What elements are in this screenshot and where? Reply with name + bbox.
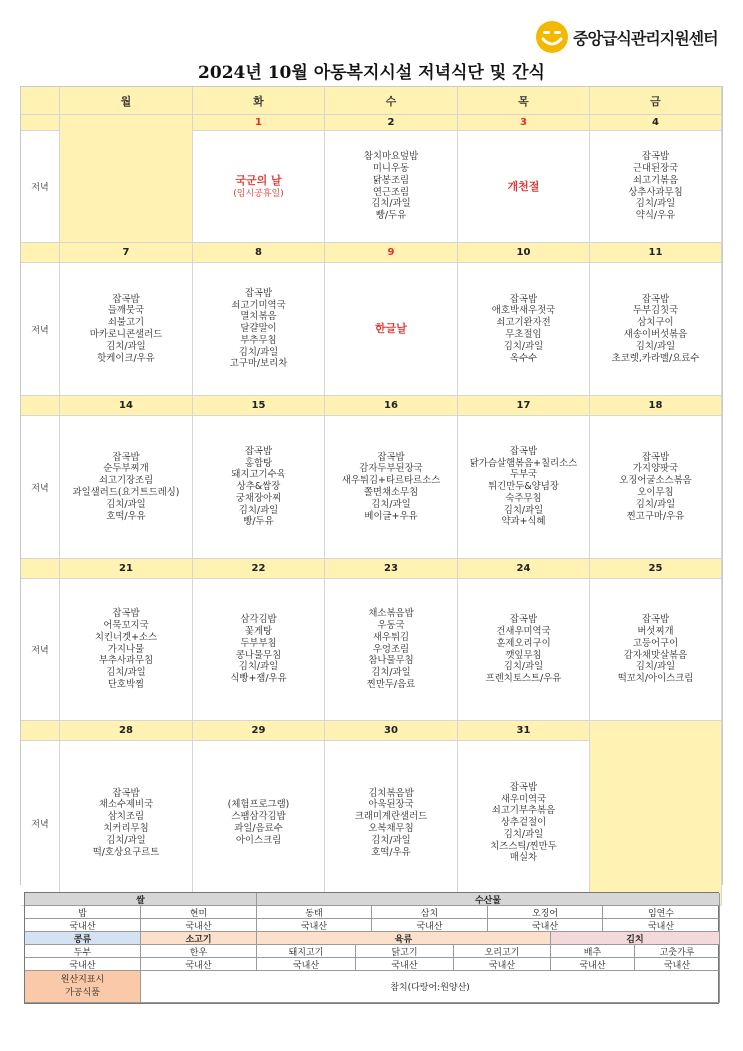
menu-item: 들깨뭇국 (107, 305, 145, 317)
menu-item: 치킨너겟+소스 (94, 631, 158, 643)
menu-cell (458, 741, 590, 906)
menu-item: 오이무침 (637, 487, 674, 498)
menu-item: 채소볶음밥 (368, 608, 414, 620)
menu-item: 아욱된장국 (368, 799, 414, 811)
date-number: 15 (193, 396, 325, 416)
menu-cell (325, 416, 458, 559)
menu-item: 김치/과일 (238, 346, 279, 358)
menu-cell (193, 741, 325, 906)
menu-cell (325, 131, 458, 243)
menu-item: 김치/과일 (106, 834, 146, 846)
menu-cell (590, 579, 722, 721)
menu-item: 어묵꼬지국 (103, 620, 149, 631)
label-date-spacer (21, 115, 60, 131)
menu-item: 오복채무침 (368, 823, 414, 834)
origin-item: 돼지고기 (257, 945, 356, 958)
label-date-spacer (21, 721, 60, 741)
processed-food-value: 참치(다랑어:원양산) (141, 971, 720, 1003)
origin-item: 고춧가루 (635, 945, 720, 958)
origin-item: 임연수 (603, 906, 720, 919)
holiday-name: 개천절 (507, 179, 540, 193)
day-header: 금 (590, 87, 722, 115)
menu-item: 고구마/보리차 (229, 358, 288, 370)
menu-item: 찐만두/음료 (366, 678, 416, 690)
menu-item: 새송이버섯볶음 (623, 329, 688, 340)
menu-item: 순두부찌개 (103, 463, 149, 475)
menu-item: 호떡/우유 (371, 846, 411, 858)
origin-item: 배추 (551, 945, 635, 958)
menu-item: 김치/과일 (106, 498, 146, 510)
menu-item: 호떡/우유 (106, 510, 146, 522)
date-number: 17 (458, 396, 590, 416)
menu-item: 김치/과일 (635, 661, 676, 673)
menu-item: 꽃게탕 (244, 625, 273, 637)
day-header: 목 (458, 87, 590, 115)
menu-item: 김치/과일 (238, 661, 279, 673)
menu-item: 오징어굴소스볶음 (619, 475, 692, 487)
menu-item: 김치/과일 (106, 667, 146, 679)
processed-food-label (25, 971, 141, 1003)
date-number: 29 (193, 721, 325, 741)
label-date-spacer (21, 559, 60, 579)
processed-label-line2: 가공식품 (65, 987, 100, 998)
origin-value: 국내산 (141, 958, 257, 971)
menu-item: 김치/과일 (371, 498, 411, 510)
menu-item: 쇠불고기 (107, 317, 145, 329)
menu-item: 스팸삼각김밥 (231, 811, 286, 823)
menu-item: 김치/과일 (503, 340, 544, 352)
menu-item: 삼각김밥 (240, 614, 277, 626)
menu-item: 잡곡밥 (641, 151, 670, 163)
meal-label: 저녁 (21, 416, 60, 559)
date-number: 2 (325, 115, 458, 131)
holiday-cell (193, 131, 325, 243)
menu-item: 쇠고기완자전 (496, 317, 551, 329)
menu-item: 닭봉조림 (372, 174, 410, 186)
menu-item: 빵/두유 (375, 210, 407, 222)
menu-cell (458, 416, 590, 559)
date-number: 4 (590, 115, 722, 131)
menu-item: 홍합탕 (244, 457, 273, 469)
menu-item: 우엉조림 (372, 643, 410, 655)
menu-item: 애호박새우젓국 (491, 305, 556, 317)
origin-table (24, 892, 719, 1004)
menu-item: 김치/과일 (503, 828, 544, 840)
empty-day-block (590, 721, 722, 906)
menu-item: 상추&쌈장 (236, 481, 281, 493)
holiday-cell (325, 263, 458, 396)
date-number: 11 (590, 243, 722, 263)
date-number: 10 (458, 243, 590, 263)
menu-item: 김치/과일 (371, 834, 411, 846)
menu-item: 잡곡밥 (112, 787, 140, 799)
menu-item: 참나물무침 (368, 655, 414, 667)
menu-item: 새우튀김+타르타르소스 (341, 475, 441, 487)
menu-cell (458, 263, 590, 396)
date-number: 1 (193, 115, 325, 131)
menu-item: 잡곡밥 (244, 445, 273, 457)
date-number: 21 (60, 559, 193, 579)
date-number: 8 (193, 243, 325, 263)
menu-cell (60, 741, 193, 906)
meal-label: 저녁 (21, 741, 60, 906)
menu-item: 두부김칫국 (632, 305, 679, 317)
menu-item: 빵/두유 (243, 516, 274, 528)
origin-value: 국내산 (635, 958, 720, 971)
menu-table (20, 86, 723, 885)
header-corner (21, 87, 60, 115)
menu-item: 잡곡밥 (509, 293, 538, 305)
origin-item: 삼치 (372, 906, 488, 919)
group-header-rice: 쌀 (25, 893, 257, 906)
menu-item: 무초절임 (505, 329, 542, 340)
menu-item: 우동국 (377, 620, 405, 631)
menu-item: 잡곡밥 (641, 614, 670, 626)
smile-face-icon (535, 20, 569, 54)
menu-item: 두부국 (509, 469, 538, 481)
menu-item: 깻잎무침 (505, 649, 542, 661)
menu-item: 채소수제비국 (98, 799, 154, 811)
menu-item: 감자두부된장국 (359, 463, 423, 475)
date-number: 31 (458, 721, 590, 741)
menu-item: 약과+식혜 (501, 516, 546, 528)
date-number: 24 (458, 559, 590, 579)
date-number: 14 (60, 396, 193, 416)
date-number: 28 (60, 721, 193, 741)
group-header-meat: 육류 (257, 932, 551, 945)
empty-day-block (60, 115, 193, 243)
menu-item: 고등어구이 (632, 637, 679, 649)
origin-value: 국내산 (25, 958, 141, 971)
menu-item: 잡곡밥 (244, 287, 273, 299)
origin-item: 한우 (141, 945, 257, 958)
menu-item: 프렌치토스트/우유 (485, 673, 562, 685)
holiday-name: 한글날 (375, 322, 407, 335)
origin-value: 국내산 (141, 919, 257, 932)
brand-logo (535, 19, 718, 55)
menu-item: 김치볶음밥 (368, 787, 414, 799)
menu-item: 버섯찌개 (637, 625, 674, 637)
origin-value: 국내산 (551, 958, 635, 971)
menu-item: 멸치볶음 (240, 311, 277, 323)
menu-cell (193, 263, 325, 396)
group-header-seafood: 수산물 (257, 893, 720, 906)
menu-item: 부추사과무침 (98, 655, 154, 667)
origin-value: 국내산 (603, 919, 720, 932)
menu-item: 상추사과무침 (628, 186, 683, 198)
origin-item: 두부 (25, 945, 141, 958)
menu-item: 닭가슴살햄볶음+칠리소스 (469, 457, 578, 469)
menu-item: 잡곡밥 (641, 293, 670, 305)
origin-value: 국내산 (25, 919, 141, 932)
menu-item: 김치/과일 (503, 661, 544, 673)
menu-item: 달걀말이 (240, 323, 277, 335)
meal-label: 저녁 (21, 131, 60, 243)
date-number: 25 (590, 559, 722, 579)
menu-item: 김치/과일 (371, 198, 411, 210)
origin-value: 국내산 (454, 958, 551, 971)
brand-name: 중앙급식관리지원센터 (573, 28, 718, 48)
menu-item: 잡곡밥 (509, 781, 538, 793)
menu-item: 연근조림 (372, 186, 410, 198)
origin-value: 국내산 (257, 919, 372, 932)
menu-item: 김치/과일 (238, 504, 279, 516)
menu-item: 김치/과일 (106, 340, 146, 352)
menu-item: 잡곡밥 (112, 451, 140, 463)
menu-cell (590, 263, 722, 396)
menu-item: 치즈스틱/찐만두 (490, 840, 557, 852)
day-header: 수 (325, 87, 458, 115)
menu-item: 베이글+우유 (364, 510, 418, 522)
processed-label-line1: 원산지표시 (60, 974, 105, 985)
label-date-spacer (21, 396, 60, 416)
day-header: 화 (193, 87, 325, 115)
menu-item: 건새우미역국 (496, 625, 551, 637)
menu-item: 마카로니콘샐러드 (89, 329, 163, 340)
menu-cell (458, 579, 590, 721)
date-number: 3 (458, 115, 590, 131)
menu-item: 떡/호상요구르트 (92, 846, 160, 858)
menu-item: 옥수수 (509, 352, 538, 364)
origin-item: 오징어 (488, 906, 603, 919)
menu-item: 가지나물 (107, 643, 145, 655)
group-header-beans: 콩류 (25, 932, 141, 945)
menu-item: 초코렛,카라멜/요료수 (611, 352, 700, 364)
menu-item: 식빵+잼/우유 (230, 673, 287, 685)
holiday-cell (458, 131, 590, 243)
menu-item: 김치/과일 (635, 498, 676, 510)
menu-item: 치커리무침 (103, 823, 149, 834)
menu-cell (590, 131, 722, 243)
menu-cell (60, 263, 193, 396)
date-number: 30 (325, 721, 458, 741)
page-title: 2024년 10월 아동복지시설 저녁식단 및 간식 (198, 63, 545, 83)
menu-item: 새우튀김 (372, 631, 410, 643)
menu-item: 두부부침 (240, 637, 277, 649)
menu-item: 잡곡밥 (377, 451, 405, 463)
date-number: 23 (325, 559, 458, 579)
menu-cell (60, 416, 193, 559)
menu-item: 참치마요덮밥 (363, 151, 419, 163)
menu-item: 잡곡밥 (112, 293, 140, 305)
menu-item: 약식/우유 (635, 210, 676, 222)
menu-item: 미니우동 (372, 162, 410, 174)
menu-cell (590, 416, 722, 559)
menu-item: 쇠고기부추볶음 (491, 805, 556, 817)
group-header-beef: 소고기 (141, 932, 257, 945)
menu-item: 잡곡밥 (641, 451, 670, 463)
menu-item: 돼지고기수육 (231, 469, 286, 481)
menu-item: 잡곡밥 (509, 445, 538, 457)
holiday-note: (임시공휴일) (233, 188, 284, 199)
origin-item: 동태 (257, 906, 372, 919)
menu-cell (325, 741, 458, 906)
menu-item: 핫케이크/우유 (97, 352, 155, 364)
date-number: 9 (325, 243, 458, 263)
menu-item: 근대된장국 (632, 162, 679, 174)
label-date-spacer (21, 243, 60, 263)
menu-item: 상추겉절이 (500, 817, 547, 829)
menu-item: 김치/과일 (635, 198, 676, 210)
menu-item: 쫄면채소무침 (363, 487, 419, 498)
menu-item: 콩나물무침 (235, 649, 282, 661)
origin-item: 현미 (141, 906, 257, 919)
day-header: 월 (60, 87, 193, 115)
menu-item: 크래미계란샐러드 (354, 811, 428, 823)
date-number: 18 (590, 396, 722, 416)
origin-item: 닭고기 (356, 945, 454, 958)
menu-item: 김치/과일 (371, 667, 411, 679)
menu-item: 김치/과일 (635, 340, 676, 352)
menu-item: 가지양팟국 (632, 463, 679, 475)
date-number: 22 (193, 559, 325, 579)
menu-item: 감자채맛살볶음 (623, 649, 688, 661)
holiday-name: 국군의 날 (235, 173, 282, 187)
menu-item: 잡곡밥 (112, 608, 140, 620)
menu-cell (325, 579, 458, 721)
origin-value: 국내산 (488, 919, 603, 932)
menu-item: 찐고구마/우유 (626, 510, 685, 522)
menu-item: 쇠고기미역국 (231, 299, 286, 311)
date-number: 16 (325, 396, 458, 416)
menu-item: 잡곡밥 (509, 614, 538, 626)
menu-item: 숙주무침 (505, 492, 542, 504)
menu-item: 부추무침 (240, 334, 277, 346)
menu-item: 단호박찜 (107, 678, 145, 690)
menu-item: 김치/과일 (503, 504, 544, 516)
menu-cell (60, 579, 193, 721)
origin-value: 국내산 (372, 919, 488, 932)
menu-item: 매실차 (509, 852, 538, 864)
origin-value: 국내산 (356, 958, 454, 971)
origin-item: 오리고기 (454, 945, 551, 958)
meal-label: 저녁 (21, 579, 60, 721)
meal-label: 저녁 (21, 263, 60, 396)
menu-item: 과일샐러드(요거트드레싱) (72, 487, 180, 498)
menu-item: 삼치구이 (637, 317, 674, 329)
menu-item: 아이스크림 (235, 834, 282, 846)
group-header-kimchi: 김치 (551, 932, 720, 945)
menu-cell (193, 579, 325, 721)
menu-item: 과일/음료수 (234, 823, 283, 834)
menu-item: 떡꼬치/아이스크림 (617, 673, 694, 685)
menu-item: 새우미역국 (500, 793, 547, 805)
date-number: 7 (60, 243, 193, 263)
menu-item: 궁채장아찌 (235, 492, 282, 504)
menu-item: 삼치조림 (107, 811, 145, 823)
origin-value: 국내산 (257, 958, 356, 971)
menu-item: (체험프로그램) (227, 799, 290, 811)
menu-cell (193, 416, 325, 559)
menu-item: 튀긴만두&양념장 (488, 481, 559, 493)
menu-item: 훈제오리구이 (496, 637, 551, 649)
origin-item: 밥 (25, 906, 141, 919)
menu-item: 쇠고기장조림 (98, 475, 154, 487)
menu-item: 쇠고기볶음 (632, 174, 679, 186)
